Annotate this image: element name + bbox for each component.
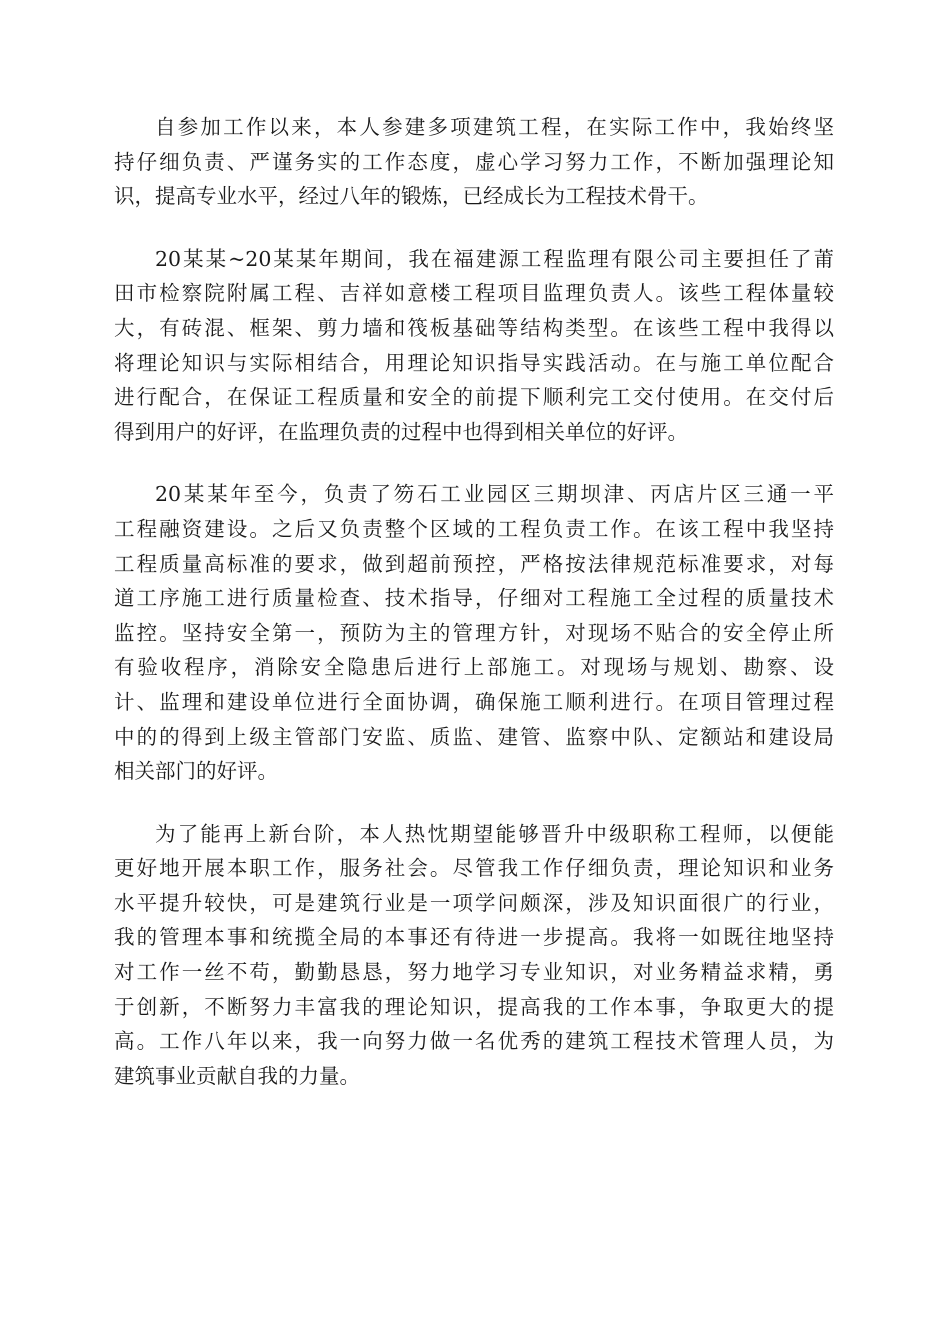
paragraph-line: 为了能再上新台阶，本人热忱期望能够晋升中级职称工程师，以便能 bbox=[155, 821, 834, 846]
paragraph-line: 进行配合，在保证工程质量和安全的前提下顺利完工交付使用。在交付后 bbox=[114, 385, 834, 410]
paragraph-line: 更好地开展本职工作，服务社会。尽管我工作仔细负责，理论知识和业务 bbox=[114, 856, 834, 881]
paragraph-line: 识，提高专业水平，经过八年的锻炼，已经成长为工程技术骨干。 bbox=[114, 184, 709, 209]
document-body bbox=[114, 110, 834, 1121]
paragraph-line: 工程融资建设。之后又负责整个区域的工程负责工作。在该工程中我坚持 bbox=[114, 516, 834, 541]
paragraph-line: 监控。坚持安全第一，预防为主的管理方针，对现场不贴合的安全停止所 bbox=[114, 620, 834, 645]
paragraph-line: 田市检察院附属工程、吉祥如意楼工程项目监理负责人。该些工程体量较 bbox=[114, 281, 834, 306]
paragraph-line: 建筑事业贡献自我的力量。 bbox=[114, 1063, 360, 1088]
paragraph-line: 对工作一丝不苟，勤勤恳恳，努力地学习专业知识，对业务精益求精，勇 bbox=[114, 960, 834, 985]
paragraph-line: 于创新，不断努力丰富我的理论知识，提高我的工作本事，争取更大的提 bbox=[114, 994, 834, 1019]
paragraph-2 bbox=[114, 242, 834, 450]
paragraph-line: 我的管理本事和统揽全局的本事还有待进一步提高。我将一如既往地坚持 bbox=[114, 925, 834, 950]
paragraph-line: 水平提升较快，可是建筑行业是一项学问颇深，涉及知识面很广的行业， bbox=[114, 890, 834, 915]
paragraph-line: 中的的得到上级主管部门安监、质监、建管、监察中队、定额站和建设局 bbox=[114, 724, 834, 749]
paragraph-line: 计、监理和建设单位进行全面协调，确保施工顺利进行。在项目管理过程 bbox=[114, 689, 834, 714]
paragraph-line: 将理论知识与实际相结合，用理论知识指导实践活动。在与施工单位配合 bbox=[114, 350, 834, 375]
paragraph-line: 持仔细负责、严谨务实的工作态度，虚心学习努力工作，不断加强理论知 bbox=[114, 149, 834, 174]
paragraph-4 bbox=[114, 817, 834, 1094]
paragraph-3 bbox=[114, 477, 834, 788]
paragraph-line: 高。工作八年以来，我一向努力做一名优秀的建筑工程技术管理人员，为 bbox=[114, 1029, 834, 1054]
paragraph-line: 大，有砖混、框架、剪力墙和筏板基础等结构类型。在该些工程中我得以 bbox=[114, 315, 834, 340]
paragraph-line: 20某某~20某某年期间，我在福建源工程监理有限公司主要担任了莆 bbox=[155, 246, 834, 271]
paragraph-line: 得到用户的好评，在监理负责的过程中也得到相关单位的好评。 bbox=[114, 419, 688, 444]
paragraph-line: 工程质量高标准的要求，做到超前预控，严格按法律规范标准要求，对每 bbox=[114, 551, 834, 576]
paragraph-line: 自参加工作以来，本人参建多项建筑工程，在实际工作中，我始终坚 bbox=[155, 115, 834, 139]
paragraph-1 bbox=[114, 110, 834, 214]
paragraph-line: 道工序施工进行质量检查、技术指导，仔细对工程施工全过程的质量技术 bbox=[114, 586, 834, 611]
paragraph-line: 20某某年至今，负责了笏石工业园区三期坝津、丙店片区三通一平 bbox=[155, 482, 834, 507]
paragraph-line: 有验收程序，消除安全隐患后进行上部施工。对现场与规划、勘察、设 bbox=[114, 655, 834, 680]
paragraph-line: 相关部门的好评。 bbox=[114, 759, 278, 784]
